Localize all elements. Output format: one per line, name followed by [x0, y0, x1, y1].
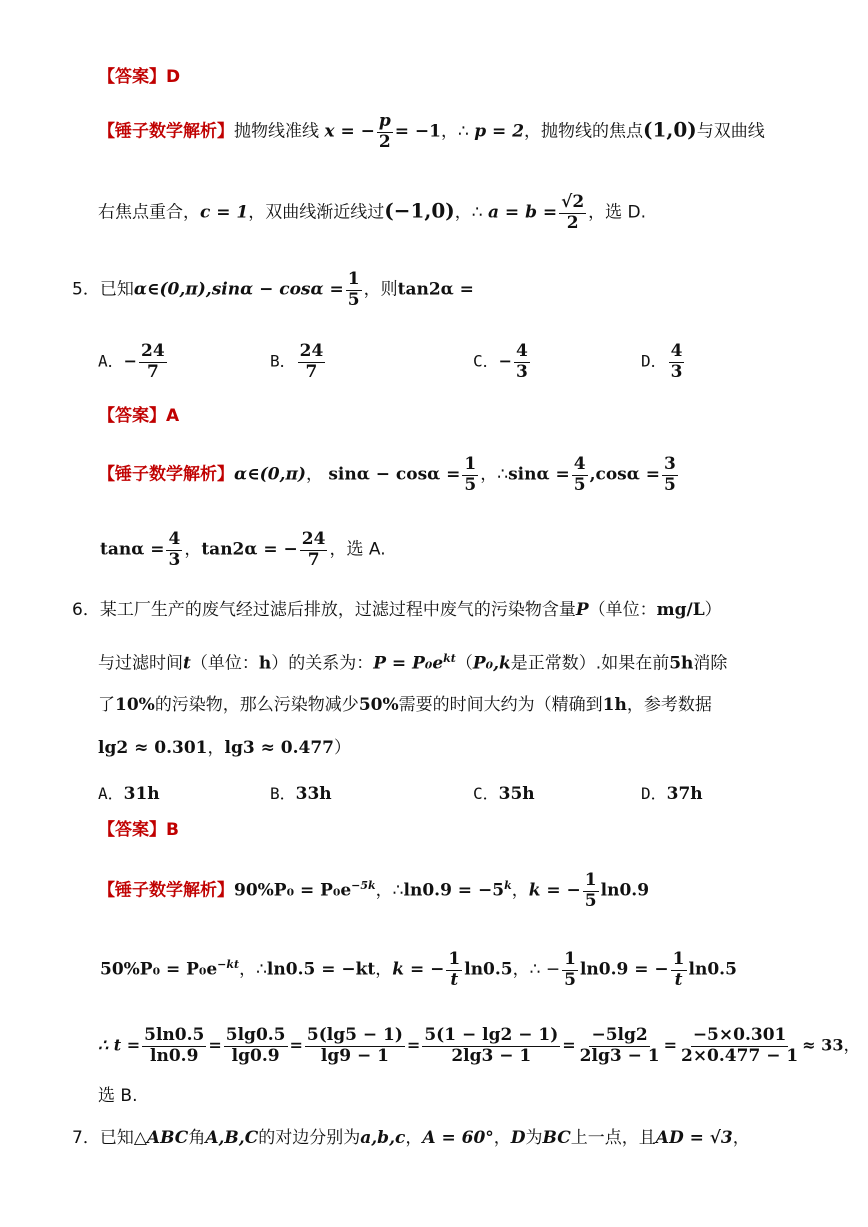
q5-option-b — [270, 342, 327, 382]
frac-den: lg9 − 1 — [320, 1045, 389, 1066]
math: = — [562, 1035, 576, 1055]
math: 1h — [602, 695, 627, 715]
q6-analysis-line-2 — [100, 950, 737, 990]
fraction — [422, 1026, 560, 1066]
math: a = b = — [487, 202, 558, 223]
frac-num: 3 — [664, 454, 676, 474]
frac-num: 4 — [168, 529, 181, 549]
q7-stem — [72, 1130, 750, 1147]
fraction — [346, 270, 362, 310]
math: 90%P₀ = P₀e — [234, 880, 352, 901]
q6-analysis-line-4 — [98, 1088, 137, 1105]
frac-num: 1 — [448, 949, 461, 969]
text: 抛物线准线 — [234, 121, 319, 142]
option-letter: C． — [473, 784, 499, 803]
math: 50% — [358, 695, 399, 715]
text: 角 — [188, 1128, 206, 1148]
q5-option-d — [641, 342, 686, 382]
math: = — [663, 1035, 677, 1055]
q6-stem-line-4 — [98, 740, 351, 757]
text: ） — [334, 738, 351, 758]
question-number: 6． — [72, 600, 100, 620]
frac-den: 2×0.477 − 1 — [680, 1045, 799, 1066]
q5-option-a — [98, 342, 169, 382]
q5-analysis-line-2 — [100, 530, 386, 570]
fraction — [562, 950, 578, 990]
q6-option-c — [473, 786, 535, 803]
frac-den: t — [450, 969, 459, 990]
math: sinα = — [508, 464, 570, 485]
frac-num: 4 — [516, 341, 528, 361]
text: ， — [493, 1128, 511, 1148]
frac-den: 2 — [378, 131, 391, 152]
math: h — [258, 653, 272, 674]
option-letter: C． — [473, 351, 499, 371]
text: （单位： — [190, 653, 259, 674]
q6-stem-line-3 — [98, 697, 712, 714]
text: ， — [732, 1128, 750, 1148]
math: △ABC — [133, 1128, 189, 1148]
frac-den: 2lg3 − 1 — [451, 1045, 532, 1066]
frac-den: 3 — [168, 549, 181, 570]
frac-num: 24 — [301, 529, 326, 549]
frac-den: 7 — [307, 549, 320, 570]
text: ，∴ − — [512, 959, 561, 980]
option-value: 35h — [498, 784, 535, 804]
answer-value: D — [166, 67, 181, 87]
text: ，选 D. — [588, 202, 647, 223]
text: ，抛物线的焦点 — [524, 121, 644, 142]
frac-den: 5 — [564, 969, 576, 990]
math: ≈ 33 — [802, 1035, 844, 1055]
text: 了 — [98, 695, 115, 715]
answer-tag: 【答案】 — [98, 820, 166, 840]
math: ,cosα = — [589, 464, 661, 485]
frac-num: 24 — [141, 341, 165, 361]
frac-den: 5 — [347, 289, 360, 310]
text: 是正常数）.如果在前 — [510, 653, 670, 674]
fraction — [462, 455, 478, 495]
text: ， — [207, 738, 225, 758]
option-letter: D． — [641, 784, 667, 803]
math: AD = √3 — [655, 1128, 733, 1148]
math: x = − — [324, 121, 375, 142]
question-number: 5． — [72, 279, 100, 300]
text: ， — [511, 880, 529, 901]
math: ln0.5 — [464, 959, 513, 980]
fraction — [572, 455, 588, 495]
option-letter: A． — [98, 351, 124, 371]
math: tanα = — [100, 539, 165, 560]
math: A,B,C — [205, 1128, 259, 1148]
math-exponent: −kt — [217, 957, 240, 971]
fraction — [662, 455, 678, 495]
math: D — [510, 1128, 526, 1148]
frac-num: 1 — [564, 949, 576, 969]
frac-num: 5(lg5 − 1) — [306, 1025, 403, 1045]
text: ）的关系为： — [271, 653, 374, 674]
text: （ — [455, 653, 473, 674]
frac-den: 7 — [305, 361, 318, 382]
text: ，则 — [363, 279, 398, 300]
fraction — [679, 1026, 800, 1066]
text: ，∴ — [441, 121, 469, 142]
q6-answer-line — [98, 822, 179, 839]
math: P₀,k — [472, 653, 511, 674]
fraction — [224, 1026, 288, 1066]
frac-num: p — [378, 111, 391, 131]
math-exponent: k — [504, 878, 512, 892]
q6-analysis-line-1 — [98, 871, 649, 911]
answer-value: A — [166, 406, 180, 426]
math: k = − — [528, 880, 581, 901]
text: 的对边分别为 — [258, 1128, 361, 1148]
math: 5h — [669, 653, 694, 674]
math: lg3 ≈ 0.477 — [224, 738, 334, 758]
fraction — [578, 1026, 662, 1066]
text: ，∴ — [454, 202, 483, 223]
text: 的污染物，那么污染物减少 — [154, 695, 359, 715]
frac-den: t — [674, 969, 683, 990]
option-sign: − — [123, 351, 138, 371]
math: mg/L — [656, 600, 705, 620]
math: ∴ t = — [98, 1035, 141, 1055]
fraction — [514, 342, 530, 382]
frac-num: 24 — [299, 341, 324, 361]
text: （单位： — [588, 600, 657, 620]
math: = — [406, 1035, 421, 1055]
option-sign: − — [498, 351, 513, 371]
analysis-tag: 【锤子数学解析】 — [98, 464, 234, 485]
q4-analysis-line-1 — [98, 112, 765, 152]
fraction — [583, 871, 599, 911]
math: t — [183, 653, 191, 674]
text: 与双曲线 — [696, 121, 765, 142]
math: (1,0) — [643, 117, 697, 142]
math: α∈(0,π) — [234, 464, 306, 485]
text: 消除 — [693, 653, 728, 674]
frac-num: 5ln0.5 — [144, 1025, 205, 1045]
math: BC — [542, 1128, 571, 1148]
q6-option-b — [270, 786, 332, 803]
frac-den: ln0.9 — [150, 1045, 199, 1066]
frac-den: 3 — [670, 361, 683, 382]
text: ， — [843, 1035, 861, 1056]
frac-num: −5lg2 — [591, 1025, 648, 1045]
question-number: 7． — [72, 1128, 100, 1148]
frac-den: 5 — [664, 474, 676, 495]
fraction — [298, 342, 326, 382]
frac-den: 5 — [573, 474, 586, 495]
frac-num: −5×0.301 — [692, 1025, 787, 1045]
math: a,b,c — [360, 1128, 406, 1148]
frac-num: 5(1 − lg2 − 1) — [424, 1025, 559, 1045]
math: ln0.9 = −5 — [403, 880, 505, 901]
math: tan2α = − — [201, 539, 298, 560]
option-letter: D． — [641, 351, 667, 371]
math: p = 2 — [474, 121, 525, 142]
frac-num: 5lg0.5 — [225, 1025, 286, 1045]
text: ，参考数据 — [626, 695, 712, 715]
frac-den: 5 — [584, 890, 597, 911]
frac-num: 1 — [347, 269, 360, 289]
text: 需要的时间大约为（精确到 — [398, 695, 603, 715]
math: = — [208, 1035, 222, 1055]
text: ，∴ — [375, 880, 404, 901]
math: P — [575, 600, 589, 620]
math: lg2 ≈ 0.301 — [98, 738, 208, 758]
frac-num: 1 — [464, 454, 477, 474]
fraction — [305, 1026, 405, 1066]
fraction — [446, 950, 462, 990]
text: 为 — [525, 1128, 543, 1148]
math: tan2α = — [397, 279, 474, 300]
frac-den: 3 — [516, 361, 528, 382]
q5-answer-line — [98, 408, 179, 425]
q4-answer-line — [98, 69, 180, 86]
frac-den: 2 — [566, 212, 579, 233]
math-exponent: −5k — [351, 878, 376, 892]
fraction — [139, 342, 167, 382]
q6-analysis-line-3 — [98, 1026, 860, 1066]
math: 10% — [115, 695, 155, 715]
q6-option-d — [641, 786, 703, 803]
option-value: 37h — [666, 784, 703, 804]
text: ，∴ — [480, 464, 509, 485]
math: A = 60° — [422, 1128, 494, 1148]
math: ln0.9 — [600, 880, 650, 901]
option-value: 33h — [295, 784, 332, 804]
math: α∈(0,π),sinα − cosα = — [133, 279, 344, 300]
q4-analysis-line-2 — [98, 193, 646, 233]
math: 50%P₀ = P₀e — [100, 959, 218, 980]
text: ，双曲线渐近线过 — [248, 202, 385, 223]
frac-num: 4 — [573, 454, 586, 474]
frac-den: lg0.9 — [231, 1045, 280, 1066]
text: 已知 — [99, 1128, 134, 1148]
math: P = P₀e — [373, 653, 444, 674]
analysis-tag: 【锤子数学解析】 — [98, 121, 234, 142]
answer-tag: 【答案】 — [98, 67, 166, 87]
q5-analysis-line-1 — [98, 455, 680, 495]
text: ， — [405, 1128, 423, 1148]
math: k = − — [392, 959, 445, 980]
math: = −1 — [394, 121, 442, 142]
text: 选 B. — [98, 1086, 138, 1106]
text: 与过滤时间 — [98, 653, 183, 674]
frac-den: 7 — [146, 361, 159, 382]
math-exponent: kt — [443, 652, 456, 665]
fraction — [166, 530, 182, 570]
text: 已知 — [99, 279, 134, 300]
q6-option-a — [98, 786, 160, 803]
text: ， — [184, 539, 202, 560]
option-value: 31h — [123, 784, 160, 804]
frac-num: 4 — [670, 341, 683, 361]
frac-den: 2lg3 − 1 — [579, 1045, 660, 1066]
fraction — [377, 112, 393, 152]
frac-den: 5 — [464, 474, 477, 495]
text: ， — [375, 959, 393, 980]
math: = — [289, 1035, 303, 1055]
math: c = 1 — [200, 202, 249, 223]
answer-tag: 【答案】 — [98, 406, 166, 426]
answer-value: B — [166, 820, 179, 840]
text: 某工厂生产的废气经过滤后排放，过滤过程中废气的污染物含量 — [99, 600, 576, 620]
text: ） — [704, 600, 722, 620]
frac-num: 1 — [672, 949, 685, 969]
q6-stem-line-2 — [98, 653, 727, 673]
option-letter: B． — [270, 351, 296, 371]
text: ， — [305, 464, 323, 485]
fraction — [142, 1026, 206, 1066]
fraction — [559, 193, 586, 233]
math: sinα − cosα = — [328, 464, 461, 485]
frac-num: √2 — [561, 192, 585, 212]
fraction — [300, 530, 328, 570]
q6-stem-line-1 — [72, 602, 722, 619]
math: ln0.5 = −kt — [266, 959, 376, 980]
text: ，∴ — [239, 959, 267, 980]
option-letter: A． — [98, 784, 124, 803]
text: 上一点，且 — [570, 1128, 656, 1148]
analysis-tag: 【锤子数学解析】 — [98, 880, 234, 901]
fraction — [671, 950, 687, 990]
math: ln0.9 = − — [579, 959, 669, 980]
frac-num: 1 — [584, 870, 597, 890]
text: 右焦点重合， — [98, 202, 200, 223]
text: ，选 A. — [329, 539, 386, 560]
option-letter: B． — [270, 784, 296, 803]
q5-option-c — [473, 342, 532, 382]
math: (−1,0) — [384, 198, 455, 223]
math: ln0.5 — [688, 959, 737, 980]
fraction — [669, 342, 685, 382]
q5-stem — [72, 270, 474, 310]
